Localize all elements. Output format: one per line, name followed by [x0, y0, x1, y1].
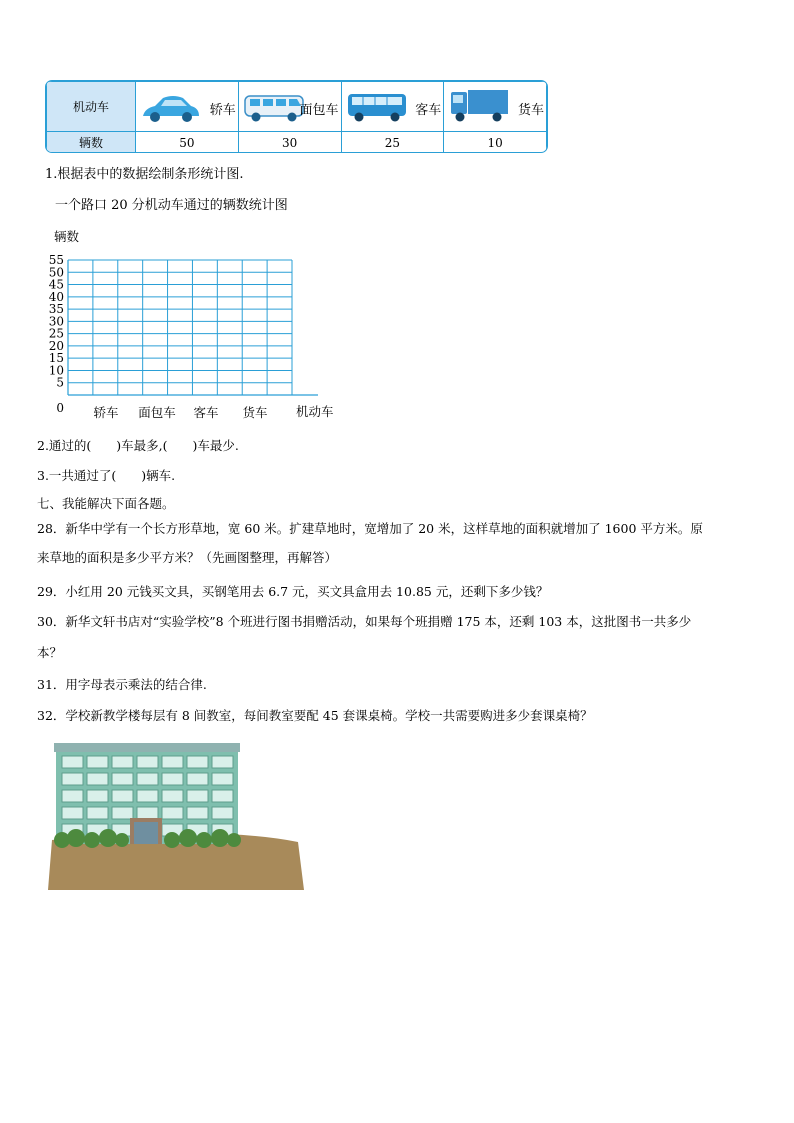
school-building-image — [48, 740, 304, 890]
building-window — [62, 756, 83, 768]
vehicle-name-van: 面包车 — [299, 103, 339, 118]
y-tick-label: 20 — [48, 338, 64, 353]
question-30-line1: 30．新华文轩书店对“实验学校”8 个班进行图书捐赠活动，如果每个班捐赠 175 本，还剩 103 本，这批图书一共多少 — [37, 614, 692, 629]
y-tick-label: 0 — [56, 401, 64, 415]
vehicle-count-bus: 25 — [341, 132, 444, 154]
building-window — [212, 773, 233, 785]
building-window — [162, 756, 183, 768]
vehicle-cell-car — [136, 82, 239, 132]
building-window — [112, 807, 133, 819]
building-window — [112, 756, 133, 768]
building-window — [212, 756, 233, 768]
question-1: 1.根据表中的数据绘制条形统计图. — [45, 167, 244, 182]
van-icon — [242, 86, 306, 126]
building-window — [212, 790, 233, 802]
bar-chart — [40, 225, 360, 425]
question-3: 3.一共通过了( )辆车. — [37, 468, 176, 483]
building-window — [87, 790, 108, 802]
y-tick-label: 15 — [48, 351, 64, 366]
building-window — [162, 773, 183, 785]
building-window — [62, 790, 83, 802]
y-tick-label: 10 — [48, 363, 64, 378]
chart-grid — [68, 260, 318, 395]
building-window — [212, 807, 233, 819]
building-window — [137, 756, 158, 768]
vehicle-name-bus: 客车 — [415, 103, 442, 118]
building-window — [87, 756, 108, 768]
y-tick-label: 45 — [48, 277, 64, 292]
y-tick-label: 25 — [48, 326, 64, 341]
y-tick-label: 40 — [48, 289, 64, 304]
table-header-label: 机动车 — [47, 82, 136, 132]
section-title: 七、我能解决下面各题。 — [37, 496, 175, 511]
building-window — [187, 807, 208, 819]
x-tick-label: 面包车 — [138, 405, 176, 420]
chart-title: 一个路口 20 分机动车通过的辆数统计图 — [55, 198, 288, 213]
x-tick-label: 轿车 — [93, 405, 119, 420]
question-28-line2: 来草地的面积是多少平方米？（先画图整理，再解答） — [37, 550, 338, 565]
building-window — [162, 790, 183, 802]
car-icon — [139, 86, 201, 126]
building-window — [87, 773, 108, 785]
chart-ylabel: 辆数 — [54, 229, 80, 244]
vehicle-count-table — [45, 80, 548, 153]
building-window — [187, 790, 208, 802]
table-count-label: 辆数 — [47, 132, 136, 154]
vehicle-cell-truck — [444, 82, 547, 132]
vehicle-cell-bus — [341, 82, 444, 132]
building-window — [62, 807, 83, 819]
chart-xlabel: 机动车 — [296, 404, 334, 419]
vehicle-name-car: 轿车 — [209, 103, 236, 118]
building-window — [112, 790, 133, 802]
vehicle-count-truck: 10 — [444, 132, 547, 154]
question-30-line2: 本？ — [37, 645, 63, 660]
question-32: 32．学校新教学楼每层有 8 间教室，每间教室要配 45 套课桌椅。学校一共需要购进多少套课桌椅？ — [37, 708, 593, 723]
question-29: 29．小红用 20 元钱买文具，买钢笔用去 6.7 元，买文具盒用去 10.85 元，还剩下多少钱？ — [37, 584, 549, 599]
building-window — [187, 773, 208, 785]
y-tick-label: 30 — [48, 314, 64, 329]
question-2: 2.通过的( )车最多,( )车最少. — [37, 438, 239, 453]
building-window — [137, 790, 158, 802]
building-window — [112, 773, 133, 785]
y-tick-label: 55 — [48, 253, 64, 267]
question-31: 31．用字母表示乘法的结合律. — [37, 677, 207, 692]
building-window — [62, 773, 83, 785]
bus-icon — [345, 86, 409, 126]
chart-x-ticks — [93, 405, 268, 420]
vehicle-name-truck: 货车 — [517, 103, 544, 118]
y-tick-label: 50 — [48, 265, 64, 280]
building-window — [137, 773, 158, 785]
vehicle-cell-van — [238, 82, 341, 132]
question-28-line1: 28．新华中学有一个长方形草地，宽 60 米。扩建草地时，宽增加了 20 米，这样草地的面积就增加了 1600 平方米。原 — [37, 521, 703, 536]
x-tick-label: 货车 — [242, 405, 268, 420]
y-tick-label: 5 — [56, 375, 64, 390]
building-window — [87, 807, 108, 819]
building-window — [187, 756, 208, 768]
y-tick-label: 35 — [48, 302, 64, 317]
x-tick-label: 客车 — [193, 405, 219, 420]
truck-icon — [447, 86, 511, 126]
vehicle-count-van: 30 — [238, 132, 341, 154]
building-window — [137, 807, 158, 819]
building-window — [162, 807, 183, 819]
vehicle-count-car: 50 — [136, 132, 239, 154]
chart-y-ticks — [49, 253, 64, 415]
